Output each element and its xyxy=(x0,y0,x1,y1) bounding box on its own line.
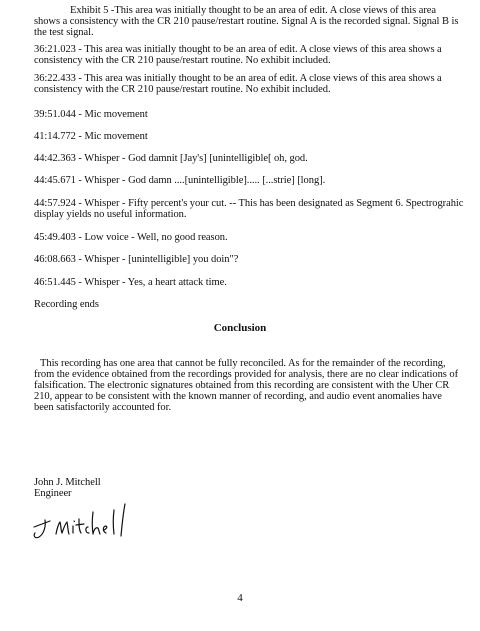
timestamp-entry: 39:51.044 - Mic movement xyxy=(34,109,148,120)
conclusion-heading: Conclusion xyxy=(213,322,267,334)
exhibit-5-paragraph: Exhibit 5 -This area was initially thought to be an area of edit. A close views of this area shows a consistency with the CR 210 pause/restart routine. Signal A is the recorded signal. Signal B is the test signal. xyxy=(34,5,459,38)
timestamp-entry: 44:42.363 - Whisper - God damnit [Jay's] [unintelligible[ oh, god. xyxy=(34,153,308,164)
timestamp-entry: 46:08.663 - Whisper - [unintelligible] you doin"? xyxy=(34,254,239,265)
page-number: 4 xyxy=(237,592,243,604)
timestamp-entry: 45:49.403 - Low voice - Well, no good reason. xyxy=(34,232,228,243)
recording-ends-line: Recording ends xyxy=(34,299,99,310)
timestamp-entry: 41:14.772 - Mic movement xyxy=(34,131,148,142)
timestamp-entry: 44:45.671 - Whisper - God damn ....[unintelligible]..... [...strie] [long]. xyxy=(34,175,326,186)
timestamp-entry: 46:51.445 - Whisper - Yes, a heart attack time. xyxy=(34,277,227,288)
signer-title: Engineer xyxy=(34,488,72,499)
timestamp-entry: 36:21.023 - This area was initially thought to be an area of edit. A close views of this area shows a consistency with the CR 210 pause/restart routine. No exhibit included. xyxy=(34,44,442,66)
timestamp-entry: 44:57.924 - Whisper - Fifty percent's your cut. -- This has been designated as Segment 6. Spectrograhic display yields no useful information. xyxy=(34,198,464,220)
signer-name: John J. Mitchell xyxy=(34,477,101,488)
timestamp-entry: 36:22.433 - This area was initially thought to be an area of edit. A close views of this area shows a consistency with the CR 210 pause/restart routine. No exhibit included. xyxy=(34,73,442,95)
handwritten-signature xyxy=(30,496,140,546)
conclusion-paragraph: This recording has one area that cannot be fully reconciled. As for the remainder of the recording, from the evidence obtained from the recordings provided for analysis, there are no clear indications of falsification. The electronic signatures obtained from this recording are consistent with the Uher CR 210, appear to be consistent with the known manner of recording, and audio event anomalies have been satisfactorily accounted for. xyxy=(34,358,459,413)
